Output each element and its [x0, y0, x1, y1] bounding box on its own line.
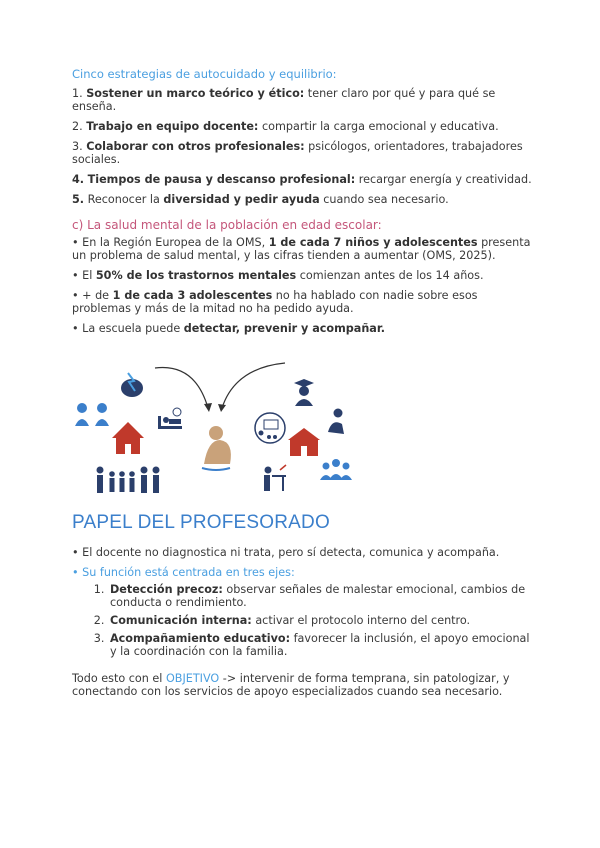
strategy-item-2: 2. Trabajo en equipo docente: compartir la carga emocional y educativa.	[72, 120, 499, 133]
group-icon	[320, 459, 352, 480]
school-building-icon	[288, 428, 320, 456]
strategy-item-4: 4. Tiempos de pausa y descanso profesional: recargar energía y creatividad.	[72, 173, 532, 186]
mental-health-bullet-4: • La escuela puede detectar, prevenir y acompañar.	[72, 322, 386, 335]
role-item-1: 1. Detección precoz: observar señales de malestar emocional, cambios de conducta o rendimiento.	[108, 583, 532, 609]
arrow-left-icon	[155, 368, 208, 409]
worried-person-icon	[328, 409, 344, 435]
arrow-right-icon	[222, 363, 285, 408]
mental-health-heading: c) La salud mental de la población en edad escolar:	[72, 218, 382, 232]
family-icon	[97, 467, 160, 494]
strategy-item-1: 1. Sostener un marco teórico y ético: tener claro por qué y para qué se enseña.	[72, 87, 496, 113]
strategies-heading: Cinco estrategias de autocuidado y equilibrio:	[72, 67, 337, 81]
closing-paragraph: Todo esto con el OBJETIVO -> intervenir de forma temprana, sin patologizar, y conectando con los servicios de apoyo especializados cuando sea necesario.	[72, 672, 510, 698]
mental-health-bullet-3: • + de 1 de cada 3 adolescentes no ha hablado con nadie sobre esos problemas y más de la mitad no ha pedido ayuda.	[72, 289, 478, 315]
house-icon	[112, 422, 144, 454]
teacher-board-icon	[255, 413, 285, 443]
role-item-2: 2. Comunicación interna: activar el protocolo interno del centro.	[108, 614, 532, 627]
brain-icon	[121, 373, 143, 397]
teacher-role-section	[72, 546, 532, 705]
graduate-icon	[294, 379, 314, 406]
page-title: PAPEL DEL PROFESORADO	[72, 512, 330, 533]
mental-health-bullet-1: • En la Región Europea de la OMS, 1 de cada 7 niños y adolescentes presenta un problema de salud mental, y las cifras tienden a aumentar (OMS, 2025).	[72, 236, 531, 262]
teacher-intro: • El docente no diagnostica ni trata, pero sí detecta, comunica y acompaña.	[72, 546, 500, 559]
role-item-3: 3. Acompañamiento educativo: favorecer la inclusión, el apoyo emocional y la coordinación con la familia.	[108, 632, 532, 658]
strategy-item-5: 5. Reconocer la diversidad y pedir ayuda cuando sea necesario.	[72, 193, 449, 206]
school-mental-health-illustration	[70, 358, 370, 503]
distressed-student-icon	[202, 426, 231, 470]
teacher-focus: • Su función está centrada en tres ejes:	[72, 566, 295, 579]
student-desk-icon	[264, 465, 286, 491]
objective-highlight: OBJETIVO	[165, 672, 220, 685]
strategies-section	[72, 68, 532, 342]
teacher-roles-list	[72, 583, 532, 658]
strategy-item-3: 3. Colaborar con otros profesionales: psicólogos, orientadores, trabajadores sociales.	[72, 140, 523, 166]
sick-bed-icon	[158, 408, 182, 429]
mental-health-bullet-2: • El 50% de los trastornos mentales comienzan antes de los 14 años.	[72, 269, 484, 282]
counseling-icon	[75, 403, 109, 426]
